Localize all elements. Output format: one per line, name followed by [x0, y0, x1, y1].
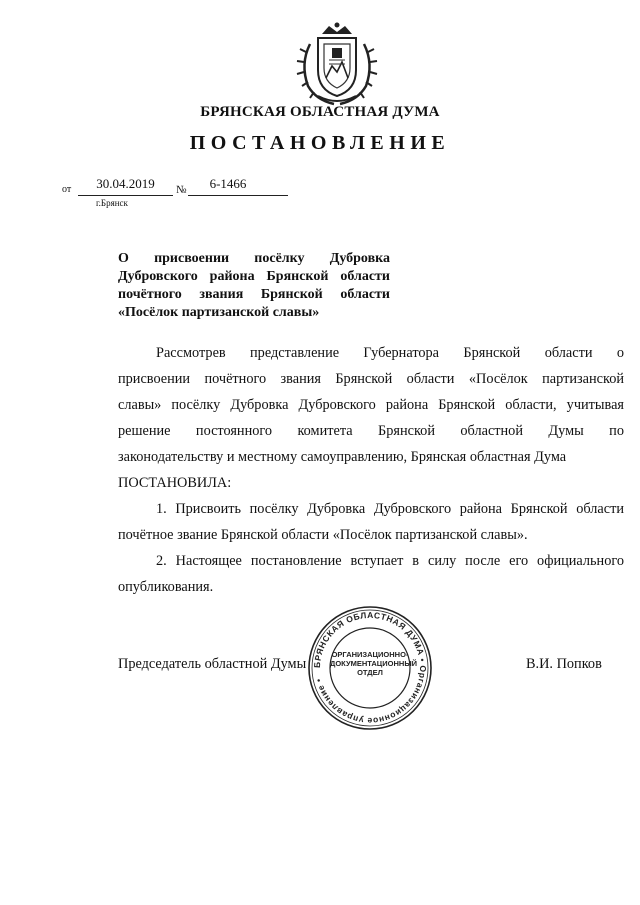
document-number: 6-1466	[209, 176, 247, 191]
organization-name: БРЯНСКАЯ ОБЛАСТНАЯ ДУМА	[200, 104, 440, 120]
document-city: г.Брянск	[96, 198, 128, 208]
preamble-line: присвоении почётного звания Брянской области «Посёлок партизанской	[118, 371, 624, 387]
stamp-line: ДОКУМЕНТАЦИОННЫЙ	[330, 659, 418, 668]
decided-text: ПОСТАНОВИЛА:	[118, 475, 232, 491]
date-label: от	[62, 184, 72, 195]
item-line: 2. Настоящее постановление вступает в силу после его официального	[156, 553, 624, 569]
preamble-line: Рассмотрев представление Губернатора Брянской области о	[156, 345, 624, 361]
signatory-name: В.И. Попков	[526, 656, 602, 672]
number-underline	[188, 195, 288, 196]
item-line: 1. Присвоить посёлку Дубровка Дубровского района Брянской области	[156, 501, 624, 517]
date-underline	[78, 195, 173, 196]
stamp-line: ОТДЕЛ	[357, 668, 383, 677]
document-date: 30.04.2019	[96, 176, 155, 191]
preamble-line: славы» посёлку Дубровка Дубровского района Брянской области, учитывая	[118, 397, 624, 413]
document-type-title: ПОСТАНОВЛЕНИЕ	[189, 132, 451, 154]
preamble-paragraph	[118, 340, 624, 470]
resolution-item-1	[118, 496, 624, 548]
coat-of-arms-emblem	[296, 20, 378, 106]
item-line: почётное звание Брянской области «Посёлок партизанской славы».	[118, 527, 528, 543]
preamble-line: законодательству и местному самоуправлению, Брянская областная Дума	[118, 449, 567, 465]
resolution-item-2	[118, 548, 624, 600]
item-line: опубликования.	[118, 579, 214, 595]
document-subject: О присвоении посёлку Дубровка Дубровского района Брянской области почётного звания Брянской области «Посёлок партизанской славы»	[118, 251, 390, 320]
signatory-title: Председатель областной Думы	[118, 656, 307, 672]
decided-heading	[118, 470, 624, 496]
preamble-line: решение постоянного комитета Брянской областной Думы по	[118, 423, 624, 439]
stamp-line: ОРГАНИЗАЦИОННО-	[331, 650, 409, 659]
stamp-center-text	[330, 650, 418, 677]
number-label: №	[176, 184, 187, 196]
stamp-ring-text: БРЯНСКАЯ ОБЛАСТНАЯ ДУМА • Организационное управление •	[311, 609, 429, 727]
